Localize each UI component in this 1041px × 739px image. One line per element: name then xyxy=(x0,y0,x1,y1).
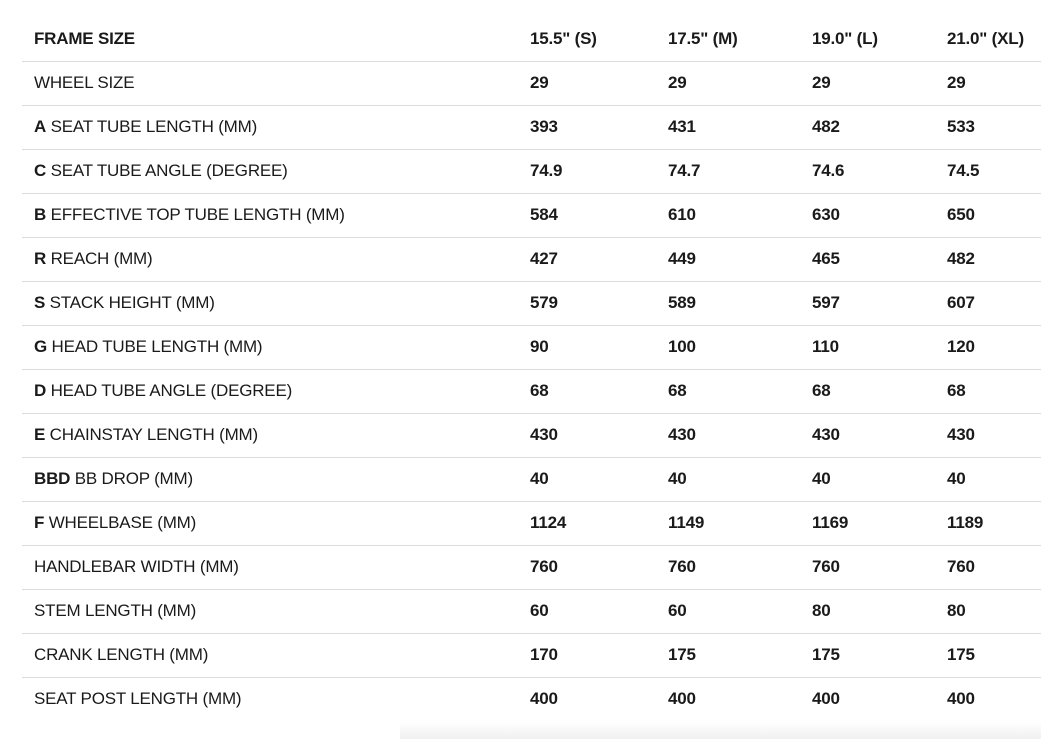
table-row xyxy=(22,501,1041,545)
value-cell-m: 449 xyxy=(657,237,801,281)
value-cell-m: 60 xyxy=(657,589,801,633)
dimension-label: STACK HEIGHT (MM) xyxy=(45,293,215,312)
dimension-label: CRANK LENGTH (MM) xyxy=(34,645,209,664)
value-cell-xl: 1189 xyxy=(936,501,1041,545)
dimension-label: SEAT TUBE ANGLE (DEGREE) xyxy=(46,161,288,180)
value-cell-l: 40 xyxy=(801,457,936,501)
row-label xyxy=(22,633,519,677)
value-cell-s: 584 xyxy=(519,193,657,237)
value-cell-xl: 74.5 xyxy=(936,149,1041,193)
value-cell-s: 1124 xyxy=(519,501,657,545)
table-row xyxy=(22,413,1041,457)
dimension-label: HEAD TUBE ANGLE (DEGREE) xyxy=(46,381,293,400)
row-label xyxy=(22,105,519,149)
dimension-label: EFFECTIVE TOP TUBE LENGTH (MM) xyxy=(46,205,345,224)
size-header-l: 19.0" (L) xyxy=(801,17,936,61)
value-cell-s: 40 xyxy=(519,457,657,501)
value-cell-s: 74.9 xyxy=(519,149,657,193)
value-cell-xl: 650 xyxy=(936,193,1041,237)
table-row xyxy=(22,677,1041,721)
table-row xyxy=(22,545,1041,589)
dimension-code: D xyxy=(34,381,47,400)
geometry-table-container xyxy=(22,17,1041,721)
value-cell-xl: 430 xyxy=(936,413,1041,457)
value-cell-m: 760 xyxy=(657,545,801,589)
value-cell-m: 100 xyxy=(657,325,801,369)
size-header-xl: 21.0" (XL) xyxy=(936,17,1041,61)
value-cell-l: 482 xyxy=(801,105,936,149)
value-cell-l: 597 xyxy=(801,281,936,325)
value-cell-l: 465 xyxy=(801,237,936,281)
dimension-label: WHEEL SIZE xyxy=(34,73,135,92)
value-cell-m: 400 xyxy=(668,689,696,709)
table-row xyxy=(22,61,1041,105)
row-label xyxy=(22,677,519,721)
row-label xyxy=(22,281,519,325)
value-cell-m: 175 xyxy=(657,633,801,677)
dimension-code: BBD xyxy=(34,469,71,488)
value-cell-l: 400 xyxy=(812,689,840,709)
value-cell-l: 430 xyxy=(801,413,936,457)
value-cell-s: 400 xyxy=(530,689,558,709)
value-cell-m: 68 xyxy=(657,369,801,413)
value-cell-xl: 607 xyxy=(936,281,1041,325)
value-cell-xl: 40 xyxy=(936,457,1041,501)
table-row xyxy=(22,281,1041,325)
table-row xyxy=(22,633,1041,677)
table-row xyxy=(22,369,1041,413)
value-cell-l: 68 xyxy=(801,369,936,413)
value-cell-xl: 29 xyxy=(936,61,1041,105)
value-cell-xl: 68 xyxy=(936,369,1041,413)
value-cell-s: 60 xyxy=(519,589,657,633)
value-cell-m: 589 xyxy=(657,281,801,325)
value-cell-m: 431 xyxy=(657,105,801,149)
value-cell-l: 630 xyxy=(801,193,936,237)
dimension-label: CHAINSTAY LENGTH (MM) xyxy=(45,425,258,444)
table-row xyxy=(22,193,1041,237)
header-row xyxy=(22,17,1041,61)
dimension-label: SEAT POST LENGTH (MM) xyxy=(34,689,242,709)
dimension-label: HEAD TUBE LENGTH (MM) xyxy=(47,337,263,356)
value-cell-m: 40 xyxy=(657,457,801,501)
value-cell-l: 110 xyxy=(801,325,936,369)
value-cell-s: 29 xyxy=(519,61,657,105)
dimension-code: S xyxy=(34,293,46,312)
row-label xyxy=(22,193,519,237)
dimension-code: B xyxy=(34,205,47,224)
table-row xyxy=(22,105,1041,149)
dimension-label: SEAT TUBE LENGTH (MM) xyxy=(46,117,258,136)
value-cell-xl: 760 xyxy=(936,545,1041,589)
value-cell-s: 170 xyxy=(519,633,657,677)
dimension-label: BB DROP (MM) xyxy=(70,469,193,488)
value-cell-s: 90 xyxy=(519,325,657,369)
value-cell-s: 68 xyxy=(519,369,657,413)
row-label xyxy=(22,149,519,193)
dimension-code: E xyxy=(34,425,46,444)
row-label xyxy=(22,545,519,589)
value-cell-xl: 80 xyxy=(936,589,1041,633)
value-cell-l: 760 xyxy=(801,545,936,589)
value-cell-s: 427 xyxy=(519,237,657,281)
value-cell-s: 393 xyxy=(519,105,657,149)
size-header-m: 17.5" (M) xyxy=(657,17,801,61)
row-label xyxy=(22,457,519,501)
value-cell-m: 74.7 xyxy=(657,149,801,193)
table-row xyxy=(22,325,1041,369)
row-label xyxy=(22,369,519,413)
dimension-code: F xyxy=(34,513,45,532)
row-label xyxy=(22,501,519,545)
dimension-code: G xyxy=(34,337,48,356)
geometry-table-body xyxy=(22,61,1041,721)
value-cell-s: 760 xyxy=(519,545,657,589)
dimension-label: REACH (MM) xyxy=(46,249,153,268)
row-label xyxy=(22,589,519,633)
row-label xyxy=(22,237,519,281)
value-cell-m: 610 xyxy=(657,193,801,237)
value-cell-xl: 120 xyxy=(936,325,1041,369)
frame-size-header: FRAME SIZE xyxy=(22,17,519,61)
value-cell-l: 74.6 xyxy=(801,149,936,193)
value-cell-l: 80 xyxy=(801,589,936,633)
value-cell-m: 1149 xyxy=(657,501,801,545)
table-row xyxy=(22,149,1041,193)
value-cell-l: 29 xyxy=(801,61,936,105)
table-row xyxy=(22,589,1041,633)
value-cell-l: 1169 xyxy=(801,501,936,545)
value-cell-xl: 400 xyxy=(947,689,975,709)
dimension-label: STEM LENGTH (MM) xyxy=(34,601,197,620)
dimension-code: C xyxy=(34,161,47,180)
dimension-code: R xyxy=(34,249,47,268)
bottom-shadow xyxy=(400,722,1041,739)
value-cell-m: 430 xyxy=(657,413,801,457)
row-label xyxy=(22,413,519,457)
dimension-label: HANDLEBAR WIDTH (MM) xyxy=(34,557,239,576)
value-cell-xl: 533 xyxy=(936,105,1041,149)
value-cell-s: 430 xyxy=(519,413,657,457)
value-cell-xl: 482 xyxy=(936,237,1041,281)
value-cell-s: 579 xyxy=(519,281,657,325)
row-label xyxy=(22,325,519,369)
value-cell-m: 29 xyxy=(657,61,801,105)
value-cell-xl: 175 xyxy=(936,633,1041,677)
table-row xyxy=(22,457,1041,501)
dimension-label: WHEELBASE (MM) xyxy=(44,513,197,532)
row-label xyxy=(22,61,519,105)
value-cell-l: 175 xyxy=(801,633,936,677)
size-header-s: 15.5" (S) xyxy=(519,17,657,61)
geometry-table xyxy=(22,17,1041,721)
dimension-code: A xyxy=(34,117,47,136)
table-row xyxy=(22,237,1041,281)
